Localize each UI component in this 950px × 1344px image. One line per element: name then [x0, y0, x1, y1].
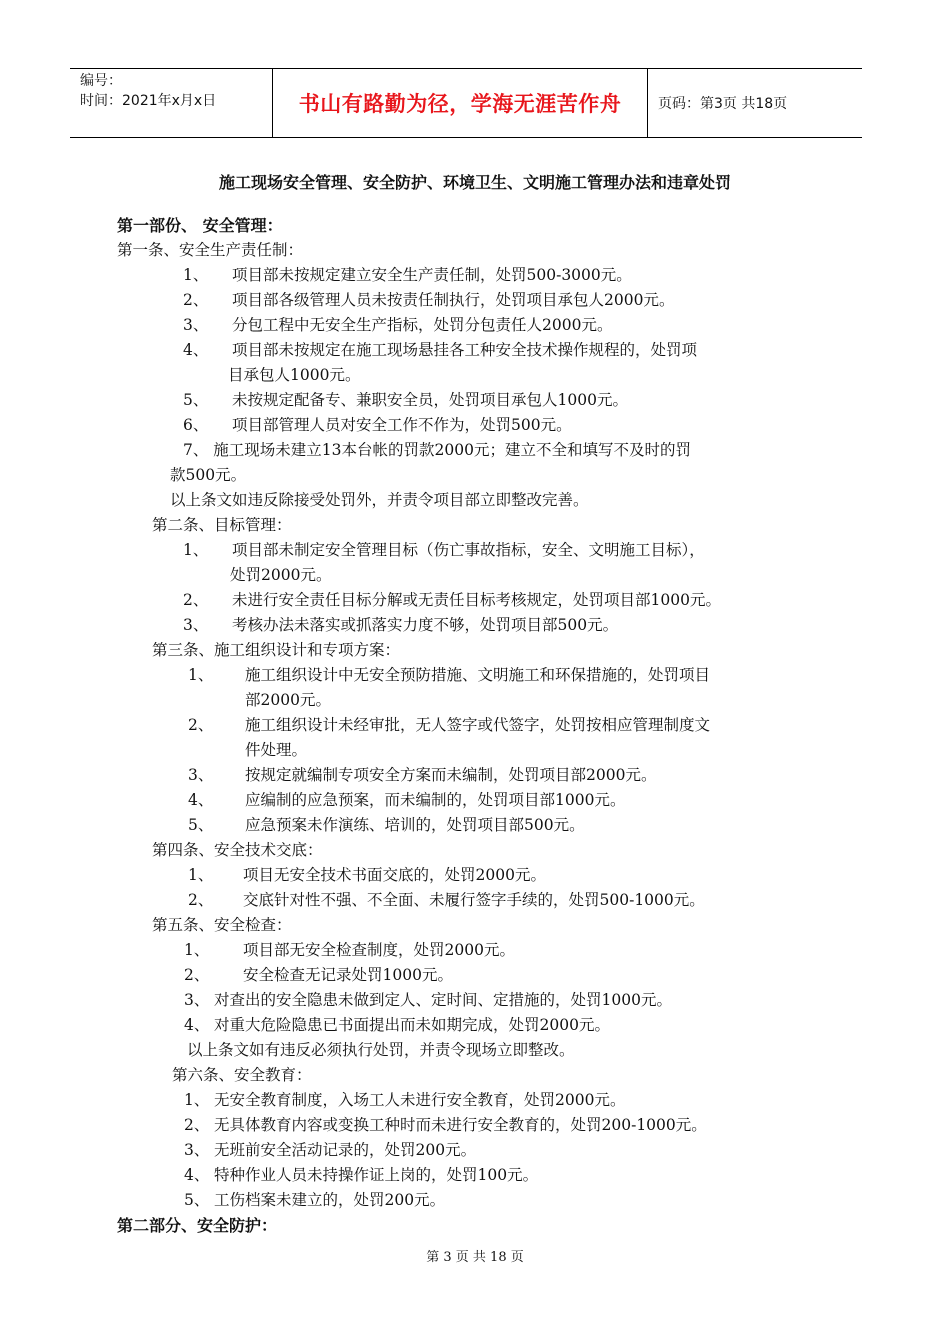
list-item: 1、 项目部未制定安全管理目标（伤亡事故指标，安全、文明施工目标），	[183, 541, 705, 559]
list-item: 2、 安全检查无记录处罚1000元。	[184, 966, 453, 984]
list-item: 3、 按规定就编制专项安全方案而未编制，处罚项目部2000元。	[188, 766, 657, 784]
list-item-continued: 件处理。	[245, 741, 308, 759]
s6-heading: 第六条、安全教育：	[172, 1066, 312, 1084]
list-item: 3、 考核办法未落实或抓落实力度不够，处罚项目部500元。	[183, 616, 619, 634]
list-item: 3、 对查出的安全隐患未做到定人、定时间、定措施的，处罚1000元。	[184, 991, 672, 1009]
document-body	[0, 213, 950, 1238]
document-title: 施工现场安全管理、安全防护、环境卫生、文明施工管理办法和违章处罚	[218, 173, 731, 192]
list-item: 2、 未进行安全责任目标分解或无责任目标考核规定，处罚项目部1000元。	[183, 591, 721, 609]
list-item: 3、 分包工程中无安全生产指标，处罚分包责任人2000元。	[183, 316, 613, 334]
list-item: 2、 项目部各级管理人员未按责任制执行，处罚项目承包人2000元。	[183, 291, 675, 309]
page-header	[70, 68, 862, 138]
list-item: 5、 未按规定配备专、兼职安全员，处罚项目承包人1000元。	[183, 391, 628, 409]
header-meta	[70, 69, 273, 137]
page-footer: 第 3 页 共 18 页	[426, 1250, 524, 1265]
list-item: 1、 项目无安全技术书面交底的，处罚2000元。	[188, 866, 546, 884]
list-item-continued: 部2000元。	[245, 691, 331, 709]
list-item-continued: 款500元。	[170, 466, 247, 484]
list-item: 1、 无安全教育制度，入场工人未进行安全教育，处罚2000元。	[184, 1091, 626, 1109]
date-label: 时间：2021年x月x日	[80, 93, 217, 109]
header-motto: 书山有路勤为径，学海无涯苦作舟	[273, 69, 648, 137]
list-item: 5、 应急预案未作演练、培训的，处罚项目部500元。	[188, 816, 585, 834]
list-item: 2、 施工组织设计未经审批，无人签字或代签字，处罚按相应管理制度文	[188, 716, 711, 734]
part1-heading: 第一部份、 安全管理：	[117, 216, 283, 235]
list-item: 2、 无具体教育内容或变换工种时而未进行安全教育的，处罚200-1000元。	[184, 1116, 707, 1134]
list-item: 3、 无班前安全活动记录的，处罚200元。	[184, 1141, 477, 1159]
list-item: 7、 施工现场未建立13本台帐的罚款2000元；建立不全和填写不及时的罚	[183, 441, 691, 459]
s2-heading: 第二条、目标管理：	[152, 516, 292, 534]
header-page-info: 页码：第3页 共18页	[658, 96, 788, 112]
serial-label: 编号：	[80, 73, 122, 89]
list-item: 1、 施工组织设计中无安全预防措施、文明施工和环保措施的，处罚项目	[188, 666, 711, 684]
s5-note: 以上条文如有违反必须执行处罚，并责令现场立即整改。	[187, 1041, 575, 1059]
s3-heading: 第三条、施工组织设计和专项方案：	[152, 641, 401, 659]
list-item: 4、 特种作业人员未持操作证上岗的，处罚100元。	[184, 1166, 539, 1184]
list-item-continued: 目承包人1000元。	[228, 366, 361, 384]
list-item: 5、 工伤档案未建立的，处罚200元。	[184, 1191, 446, 1209]
part2-heading: 第二部分、安全防护：	[117, 1216, 278, 1235]
list-item: 1、 项目部未按规定建立安全生产责任制，处罚500-3000元。	[183, 266, 632, 284]
s4-heading: 第四条、安全技术交底：	[152, 841, 323, 859]
list-item-continued: 处罚2000元。	[230, 566, 332, 584]
s1-note: 以上条文如违反除接受处罚外，并责令项目部立即整改完善。	[170, 491, 589, 509]
list-item: 2、 交底针对性不强、不全面、未履行签字手续的，处罚500-1000元。	[188, 891, 705, 909]
list-item: 4、 项目部未按规定在施工现场悬挂各工种安全技术操作规程的，处罚项	[183, 341, 698, 359]
list-item: 4、 对重大危险隐患已书面提出而未如期完成，处罚2000元。	[184, 1016, 610, 1034]
list-item: 4、 应编制的应急预案，而未编制的，处罚项目部1000元。	[188, 791, 626, 809]
list-item: 1、 项目部无安全检查制度，处罚2000元。	[184, 941, 515, 959]
s5-heading: 第五条、安全检查：	[152, 916, 292, 934]
list-item: 6、 项目部管理人员对安全工作不作为，处罚500元。	[183, 416, 572, 434]
s1-heading: 第一条、安全生产责任制：	[117, 241, 304, 259]
